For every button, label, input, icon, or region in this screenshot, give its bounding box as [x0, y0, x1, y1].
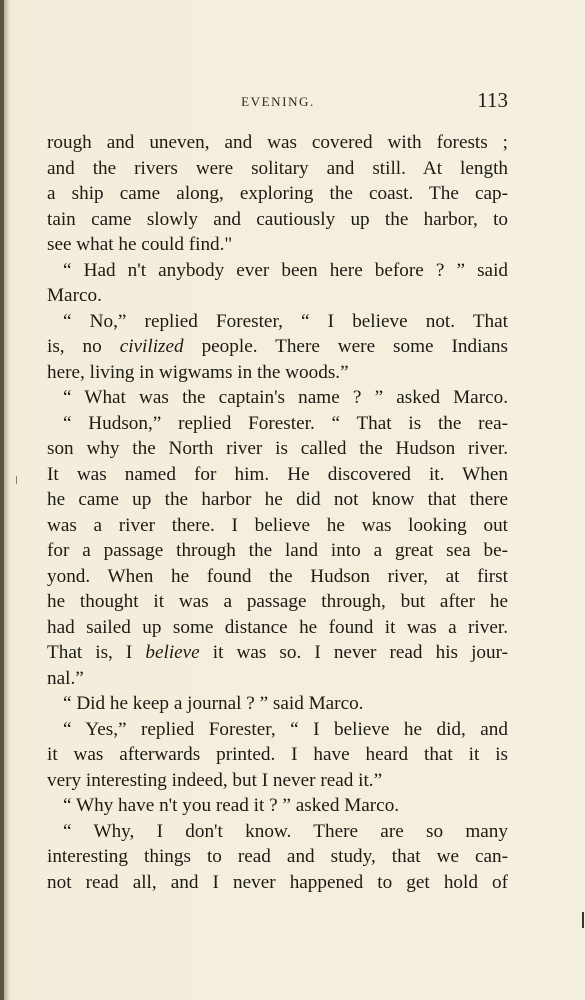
text-line: “ Yes,” replied Forester, “ I believe he did, and	[63, 718, 508, 740]
margin-mark	[16, 476, 17, 484]
body-text	[47, 130, 508, 895]
text-line: not read all, and I never happened to get hold of	[47, 871, 508, 893]
text-line: It was named for him. He discovered it. When	[47, 463, 508, 485]
text-line: had sailed up some distance he found it was a river.	[47, 616, 508, 638]
text-line: That is, I believe it was so. I never read his jour-	[47, 642, 508, 663]
text-line: “ Why have n't you read it ? ” asked Marco.	[63, 795, 400, 816]
text-line: for a passage through the land into a great sea be-	[47, 540, 508, 561]
emphasis: civilized	[119, 336, 184, 357]
text-line: tain came slowly and cautiously up the harbor, to	[47, 208, 508, 230]
text-line: son why the North river is called the Hudson river.	[47, 438, 508, 459]
text-line: “ No,” replied Forester, “ I believe not. That	[63, 310, 508, 332]
text-line: see what he could find."	[47, 234, 233, 255]
text-line: he thought it was a passage through, but after he	[47, 591, 508, 612]
text-line: “ Did he keep a journal ? ” said Marco.	[63, 693, 364, 714]
text-line: here, living in wigwams in the woods.”	[47, 361, 349, 383]
text-line: he came up the harbor he did not know that there	[47, 489, 508, 510]
text-line: and the rivers were solitary and still. At length	[47, 157, 508, 179]
page-header	[48, 88, 508, 116]
text-line: interesting things to read and study, that we can-	[47, 846, 508, 867]
page-edge-tick	[582, 912, 584, 928]
page-number: 113	[477, 88, 508, 112]
text-line: “ Why, I don't know. There are so many	[63, 820, 508, 842]
text-line: was a river there. I believe he was looking out	[47, 514, 508, 536]
text-line: nal.”	[47, 667, 84, 689]
text-line: Marco.	[47, 285, 102, 306]
text-line: very interesting indeed, but I never read it.”	[47, 769, 383, 791]
page-gutter-shadow	[4, 0, 10, 1000]
text-line: “ Hudson,” replied Forester. “ That is the rea-	[63, 412, 508, 434]
text-line: “ Had n't anybody ever been here before ? ” said	[63, 259, 508, 281]
text-line: it was afterwards printed. I have heard that it is	[47, 744, 508, 765]
running-head: EVENING.	[241, 94, 315, 109]
emphasis: believe	[145, 642, 200, 663]
text-line: “ What was the captain's name ? ” asked Marco.	[63, 387, 508, 408]
text-line: rough and uneven, and was covered with forests ;	[47, 132, 508, 153]
text-line: a ship came along, exploring the coast. The cap-	[47, 183, 508, 204]
text-line: yond. When he found the Hudson river, at first	[47, 565, 508, 587]
text-line: is, no civilized people. There were some Indians	[47, 336, 508, 357]
